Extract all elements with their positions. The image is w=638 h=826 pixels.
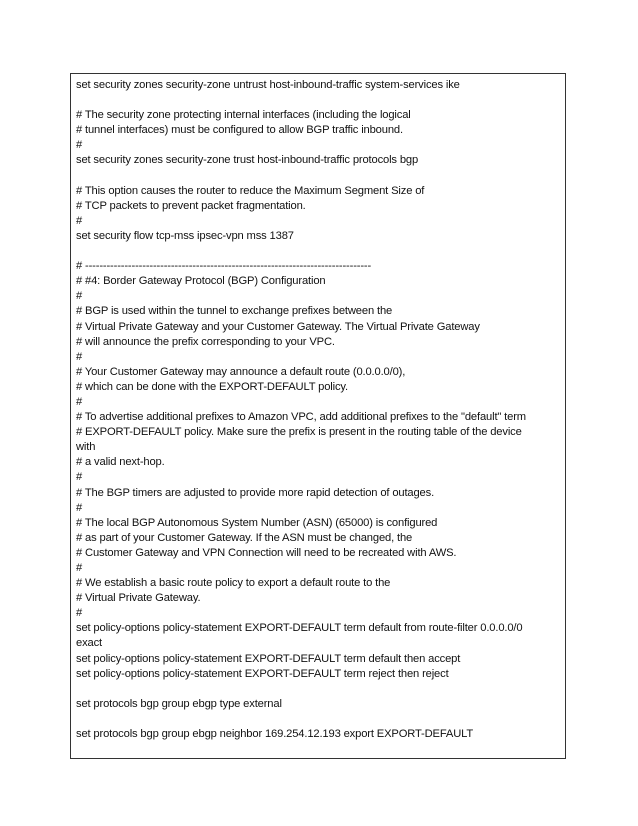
config-line: # The local BGP Autonomous System Number (ASN) (65000) is configured [76,516,438,529]
config-line [76,712,565,727]
config-line: # Your Customer Gateway may announce a default route (0.0.0.0/0), [76,365,406,378]
config-line: # Customer Gateway and VPN Connection will need to be recreated with AWS. [76,546,457,559]
config-line: # as part of your Customer Gateway. If the ASN must be changed, the [76,531,413,544]
config-line: # EXPORT-DEFAULT policy. Make sure the prefix is present in the routing table of the device [76,426,522,439]
config-line [76,682,565,697]
config-line: # To advertise additional prefixes to Amazon VPC, add additional prefixes to the "default" term [76,411,526,424]
config-line [76,93,565,108]
config-line: # tunnel interfaces) must be configured to allow BGP traffic inbound. [76,124,403,137]
config-line: # Virtual Private Gateway and your Customer Gateway. The Virtual Private Gateway [76,320,480,333]
config-line: set policy-options policy-statement EXPORT-DEFAULT term default from route-filter 0.0.0.0/0 [76,622,523,635]
config-line: # Virtual Private Gateway. [76,592,201,605]
config-line: # #4: Border Gateway Protocol (BGP) Configuration [76,275,326,288]
config-line: # a valid next-hop. [76,456,165,469]
config-line: set policy-options policy-statement EXPORT-DEFAULT term default then accept [76,652,461,665]
config-line: set policy-options policy-statement EXPORT-DEFAULT term reject then reject [76,667,449,680]
config-line: # will announce the prefix corresponding to your VPC. [76,335,335,348]
config-line [76,169,565,184]
config-line: set protocols bgp group ebgp type external [76,697,282,710]
config-line: # We establish a basic route policy to export a default route to the [76,577,391,590]
config-line: # [76,214,83,227]
config-line: # [76,501,83,514]
config-line: # [76,471,83,484]
config-line: # [76,607,83,620]
config-line: set security zones security-zone untrust host-inbound-traffic system-services ike [76,79,460,91]
config-line: # [76,562,83,574]
config-line: set protocols bgp group ebgp neighbor 169.254.12.193 export EXPORT-DEFAULT [76,728,474,741]
config-line: # The security zone protecting internal interfaces (including the logical [76,109,411,122]
config-text-box [70,73,566,759]
config-line: # [76,290,83,303]
config-line: set security flow tcp-mss ipsec-vpn mss 1387 [76,229,294,242]
config-line: # [76,395,83,408]
config-line [76,244,565,259]
config-line: # which can be done with the EXPORT-DEFAULT policy. [76,380,348,393]
config-line: # -------------------------------------------------------------------------------- [76,260,372,273]
config-line: with [76,441,96,454]
config-line: # [76,139,83,152]
config-line: # [76,350,83,363]
config-line: set security zones security-zone trust host-inbound-traffic protocols bgp [76,154,419,167]
config-lines [76,78,565,742]
config-line: # BGP is used within the tunnel to exchange prefixes between the [76,305,393,318]
config-line: exact [76,637,102,650]
config-line: # TCP packets to prevent packet fragmentation. [76,199,306,212]
config-line: # This option causes the router to reduce the Maximum Segment Size of [76,184,425,197]
config-line: # The BGP timers are adjusted to provide more rapid detection of outages. [76,486,435,499]
